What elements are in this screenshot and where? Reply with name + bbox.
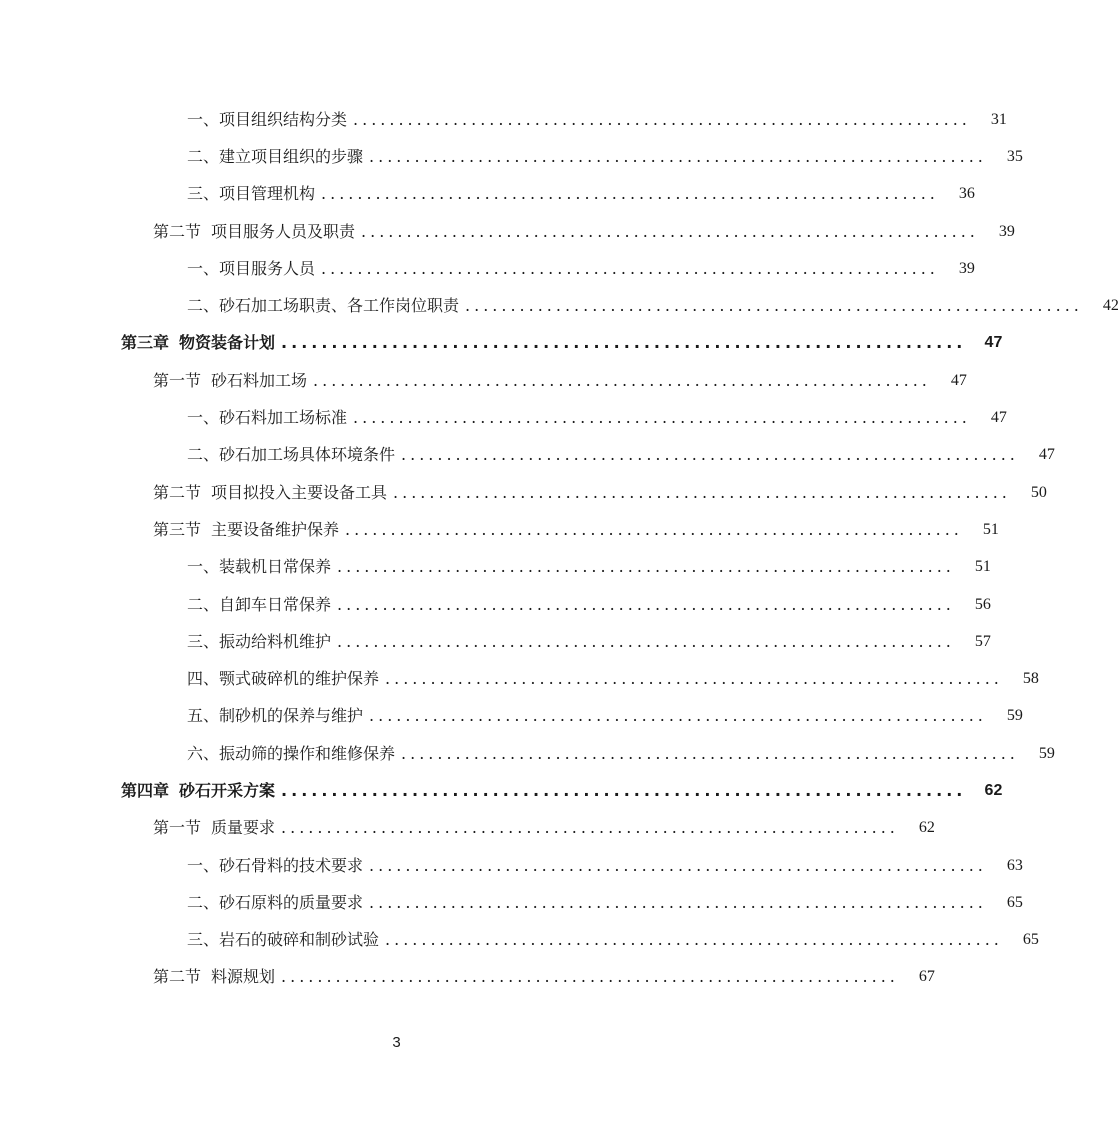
toc-subsection-entry[interactable]	[0, 138, 1023, 175]
toc-entry-text: 料源规划	[211, 967, 276, 987]
toc-leader-dots: ....................................................................	[281, 818, 899, 838]
table-of-contents	[0, 101, 1119, 996]
toc-entry-text: 一、项目组织结构分类	[187, 109, 348, 129]
toc-entry-number: 第一节	[153, 818, 202, 838]
toc-subsection-entry[interactable]	[0, 884, 1023, 921]
toc-entry-title	[153, 370, 308, 390]
toc-page-number: 56	[974, 595, 991, 613]
toc-leader-dots: ....................................................................	[313, 370, 931, 390]
toc-page-number: 51	[982, 520, 999, 538]
toc-entry-title	[187, 186, 315, 202]
toc-entry-number: 第二节	[153, 221, 202, 241]
toc-leader-dots: ....................................................................	[361, 221, 979, 241]
toc-chapter-entry[interactable]	[0, 772, 1003, 809]
toc-leader-dots: ....................................................................	[465, 296, 1083, 316]
toc-page-number: 31	[990, 110, 1007, 128]
toc-leader-dots: ....................................................................	[369, 855, 987, 875]
toc-entry-title	[153, 221, 356, 241]
toc-section-entry[interactable]	[0, 474, 1047, 511]
toc-entry-text: 砂石开采方案	[179, 780, 276, 800]
toc-entry-title	[187, 855, 364, 875]
toc-leader-dots: ....................................................................	[281, 967, 899, 987]
toc-page-number: 59	[1038, 744, 1055, 762]
toc-entry-title	[153, 519, 340, 539]
toc-page-number: 58	[1022, 670, 1039, 688]
toc-page-number: 47	[1038, 446, 1055, 464]
toc-entry-title	[187, 559, 331, 575]
toc-subsection-entry[interactable]	[0, 287, 1119, 324]
toc-page-number: 47	[990, 409, 1007, 427]
toc-page-number: 39	[958, 259, 975, 277]
toc-leader-dots: ....................................................................	[345, 519, 963, 539]
toc-entry-text: 二、砂石加工场具体环境条件	[187, 445, 396, 465]
toc-page-number: 47	[950, 371, 967, 389]
toc-entry-text: 三、岩石的破碎和制砂试验	[187, 930, 380, 950]
toc-entry-number: 第二节	[153, 482, 202, 502]
toc-subsection-entry[interactable]	[0, 660, 1039, 697]
toc-page-number: 62	[918, 819, 935, 837]
toc-entry-title	[187, 631, 332, 651]
toc-entry-title	[153, 482, 388, 502]
toc-section-entry[interactable]	[0, 810, 935, 847]
toc-subsection-entry[interactable]	[0, 698, 1023, 735]
toc-entry-number: 第一节	[153, 370, 202, 390]
toc-entry-number: 第四章	[121, 780, 170, 800]
toc-section-entry[interactable]	[0, 511, 999, 548]
toc-page-number: 47	[984, 334, 1003, 352]
toc-entry-text: 一、项目服务人员	[187, 258, 316, 278]
toc-leader-dots: ....................................................................	[321, 184, 939, 204]
toc-page-number: 62	[984, 781, 1003, 799]
toc-subsection-entry[interactable]	[0, 922, 1039, 959]
toc-subsection-entry[interactable]	[0, 549, 991, 586]
toc-entry-title	[187, 594, 332, 614]
toc-entry-text: 一、装载机日常保养	[187, 557, 332, 577]
toc-entry-title	[187, 708, 363, 724]
toc-subsection-entry[interactable]	[0, 250, 975, 287]
toc-page-number: 50	[1030, 483, 1047, 501]
toc-section-entry[interactable]	[0, 959, 935, 996]
toc-leader-dots: ....................................................................	[337, 631, 955, 651]
page-number: 3	[392, 1034, 401, 1051]
toc-leader-dots: ....................................................................	[369, 892, 987, 912]
toc-entry-text: 二、砂石原料的质量要求	[187, 892, 364, 912]
toc-subsection-entry[interactable]	[0, 437, 1055, 474]
toc-entry-text: 砂石料加工场	[211, 370, 308, 390]
toc-entry-title	[121, 335, 275, 351]
toc-page-number: 57	[974, 632, 991, 650]
toc-subsection-entry[interactable]	[0, 399, 1007, 436]
toc-section-entry[interactable]	[0, 362, 967, 399]
toc-page-number: 39	[998, 222, 1015, 240]
toc-leader-dots: ....................................................................	[393, 482, 1011, 502]
toc-entry-title	[187, 447, 395, 463]
toc-subsection-entry[interactable]	[0, 101, 1007, 138]
toc-entry-text: 六、振动筛的操作和维修保养	[187, 743, 396, 763]
toc-entry-title	[187, 146, 364, 166]
toc-leader-dots: ....................................................................	[281, 780, 967, 800]
toc-entry-title	[187, 932, 379, 948]
toc-entry-text: 二、建立项目组织的步骤	[187, 146, 364, 166]
toc-page-number: 35	[1006, 147, 1023, 165]
toc-page-number: 59	[1006, 707, 1023, 725]
toc-entry-title	[187, 892, 364, 912]
toc-entry-title	[121, 780, 276, 800]
toc-entry-text: 五、制砂机的保养与维护	[187, 706, 364, 726]
toc-entry-number: 第三章	[121, 333, 170, 353]
toc-entry-title	[187, 258, 316, 278]
toc-entry-text: 二、自卸车日常保养	[187, 594, 332, 614]
toc-leader-dots: ....................................................................	[401, 445, 1019, 465]
toc-leader-dots: ....................................................................	[385, 669, 1003, 689]
toc-entry-title	[187, 743, 396, 763]
toc-subsection-entry[interactable]	[0, 586, 991, 623]
toc-entry-text: 三、振动给料机维护	[187, 631, 332, 651]
toc-leader-dots: ....................................................................	[401, 743, 1019, 763]
toc-page-number: 51	[974, 558, 991, 576]
toc-leader-dots: ....................................................................	[353, 408, 971, 428]
toc-entry-number: 第三节	[153, 519, 202, 539]
toc-page-number: 42	[1102, 297, 1119, 315]
toc-entry-text: 二、砂石加工场职责、各工作岗位职责	[187, 296, 460, 316]
toc-leader-dots: ....................................................................	[281, 333, 967, 353]
toc-subsection-entry[interactable]	[0, 623, 991, 660]
toc-entry-text: 质量要求	[211, 818, 276, 838]
toc-entry-text: 项目拟投入主要设备工具	[211, 482, 388, 502]
toc-leader-dots: ....................................................................	[385, 930, 1003, 950]
toc-entry-text: 主要设备维护保养	[211, 519, 340, 539]
toc-entry-title	[187, 671, 379, 687]
toc-subsection-entry[interactable]	[0, 176, 975, 213]
toc-page-number: 36	[958, 185, 975, 203]
toc-leader-dots: ....................................................................	[337, 594, 955, 614]
toc-entry-title	[153, 969, 275, 985]
toc-entry-text: 一、砂石料加工场标准	[187, 408, 348, 428]
toc-leader-dots: ....................................................................	[337, 557, 955, 577]
toc-leader-dots: ....................................................................	[369, 146, 987, 166]
toc-entry-text: 物资装备计划	[179, 333, 276, 353]
toc-page-number: 65	[1006, 893, 1023, 911]
toc-page-number: 67	[918, 968, 935, 986]
toc-entry-title	[187, 410, 347, 426]
toc-entry-text: 项目服务人员及职责	[211, 221, 356, 241]
toc-subsection-entry[interactable]	[0, 847, 1023, 884]
toc-leader-dots: ....................................................................	[353, 109, 971, 129]
toc-entry-text: 三、项目管理机构	[187, 184, 316, 204]
toc-entry-title	[187, 298, 459, 314]
toc-entry-title	[153, 820, 275, 836]
toc-chapter-entry[interactable]	[0, 325, 1003, 362]
toc-leader-dots: ....................................................................	[321, 258, 939, 278]
toc-entry-title	[187, 109, 348, 129]
toc-entry-number: 第二节	[153, 967, 202, 987]
toc-page-number: 63	[1006, 856, 1023, 874]
toc-leader-dots: ....................................................................	[369, 706, 987, 726]
toc-entry-text: 四、颚式破碎机的维护保养	[187, 669, 380, 689]
toc-section-entry[interactable]	[0, 213, 1015, 250]
toc-entry-text: 一、砂石骨料的技术要求	[187, 855, 364, 875]
toc-subsection-entry[interactable]	[0, 735, 1055, 772]
toc-page-number: 65	[1022, 931, 1039, 949]
